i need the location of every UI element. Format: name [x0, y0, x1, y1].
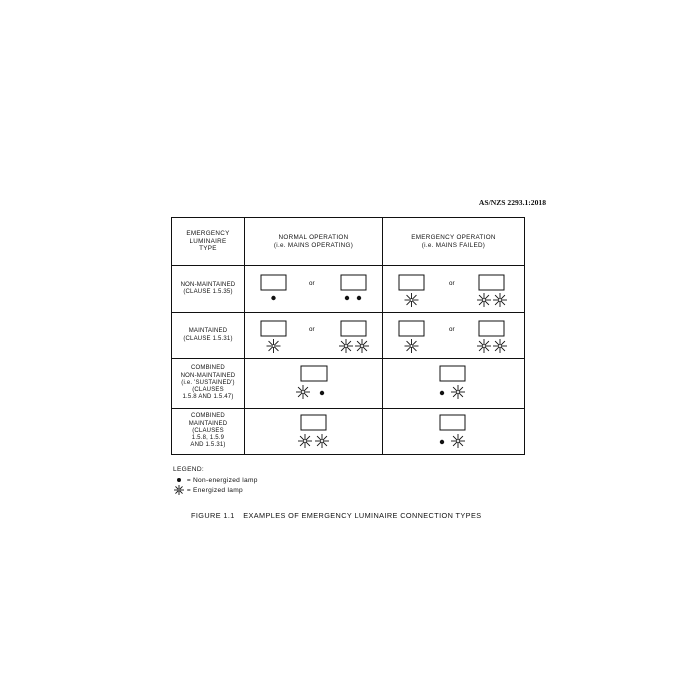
legend-equals: = — [186, 486, 192, 494]
cell-non-maintained-normal — [245, 266, 383, 313]
star-ray — [341, 347, 345, 351]
star-ray — [175, 486, 178, 489]
star-ray — [479, 295, 483, 299]
star-core — [304, 440, 307, 443]
star-ray — [501, 341, 505, 345]
luminaire-types-table — [171, 217, 525, 455]
legend-symbol-energized — [173, 485, 185, 495]
star-ray — [300, 436, 304, 440]
star-core — [499, 345, 502, 348]
star-ray — [323, 442, 327, 446]
star-ray — [306, 442, 310, 446]
legend-non-energized-text: Non-energized lamp — [193, 476, 258, 484]
non-energized-lamp-icon — [345, 296, 349, 300]
star-ray — [479, 347, 483, 351]
star-core — [410, 345, 413, 348]
star-ray — [347, 341, 351, 345]
row-label-combined-maintained: COMBINED MAINTAINED (CLAUSES 1.5.8, 1.5.9 AND 1.5.31) — [172, 409, 245, 454]
legend-row-non-energized — [173, 475, 258, 485]
star-ray — [180, 486, 183, 489]
legend-energized-text: Energized lamp — [193, 486, 244, 494]
or-text: or — [449, 280, 455, 287]
row-label-non-maintained: NON-MAINTAINED (CLAUSE 1.5.35) — [172, 266, 245, 313]
star-ray — [485, 301, 489, 305]
star-ray — [180, 491, 183, 494]
symbols-maintained-normal — [245, 313, 383, 359]
star-core — [499, 299, 502, 302]
star-ray — [363, 341, 367, 345]
star-ray — [341, 341, 345, 345]
row-label-maintained: MAINTAINED (CLAUSE 1.5.31) — [172, 313, 245, 359]
star-core — [302, 391, 305, 394]
star-ray — [495, 301, 499, 305]
energized-lamp-icon — [451, 434, 465, 448]
star-ray — [453, 436, 457, 440]
cell-maintained-emergency — [383, 313, 524, 359]
energized-lamp-icon — [405, 339, 419, 353]
star-ray — [485, 347, 489, 351]
star-ray — [459, 436, 463, 440]
energized-lamp-icon — [405, 293, 419, 307]
energized-lamp-icon — [298, 434, 312, 448]
luminaire-box-icon — [479, 321, 504, 336]
star-ray — [501, 295, 505, 299]
non-energized-lamp-icon — [357, 296, 361, 300]
star-core — [457, 440, 460, 443]
star-ray — [413, 347, 417, 351]
star-ray — [479, 341, 483, 345]
non-energized-lamp-icon — [440, 391, 444, 395]
luminaire-box-icon — [399, 321, 424, 336]
figure-number: FIGURE 1.1 — [191, 511, 235, 520]
luminaire-box-icon — [440, 366, 465, 381]
luminaire-box-icon — [479, 275, 504, 290]
star-core — [483, 345, 486, 348]
star-ray — [357, 347, 361, 351]
star-core — [361, 345, 364, 348]
legend-title: LEGEND: — [173, 466, 205, 473]
energized-lamp-icon — [451, 385, 465, 399]
luminaire-box-icon — [399, 275, 424, 290]
star-ray — [459, 387, 463, 391]
symbols-non-maintained-normal — [245, 266, 383, 313]
cell-non-maintained-emergency — [383, 266, 524, 313]
star-core — [321, 440, 324, 443]
legend-row-energized — [173, 485, 258, 495]
star-ray — [495, 347, 499, 351]
energized-lamp-icon — [355, 339, 369, 353]
energized-lamp-icon — [267, 339, 281, 353]
star-ray — [495, 295, 499, 299]
energized-lamp-icon — [339, 339, 353, 353]
star-ray — [175, 491, 178, 494]
non-energized-lamp-icon — [177, 478, 181, 482]
star-core — [345, 345, 348, 348]
energized-lamp-icon — [493, 293, 507, 307]
star-core — [410, 299, 413, 302]
star-ray — [269, 347, 273, 351]
luminaire-box-icon — [301, 366, 327, 381]
standard-number: AS/NZS 2293.1:2018 — [478, 198, 546, 207]
star-ray — [317, 442, 321, 446]
star-ray — [501, 347, 505, 351]
star-ray — [323, 436, 327, 440]
luminaire-box-icon — [301, 415, 326, 430]
legend — [173, 466, 258, 495]
star-ray — [347, 347, 351, 351]
header-type: EMERGENCY LUMINAIRE TYPE — [172, 218, 245, 266]
star-ray — [453, 393, 457, 397]
symbols-non-maintained-emergency — [383, 266, 524, 313]
star-ray — [407, 341, 411, 345]
energized-lamp-icon — [477, 339, 491, 353]
star-core — [457, 391, 460, 394]
star-ray — [459, 393, 463, 397]
star-ray — [413, 341, 417, 345]
or-text: or — [449, 326, 455, 333]
star-ray — [407, 301, 411, 305]
star-core — [272, 345, 275, 348]
star-ray — [453, 387, 457, 391]
star-ray — [363, 347, 367, 351]
luminaire-box-icon — [261, 321, 286, 336]
star-ray — [304, 387, 308, 391]
star-core — [178, 489, 180, 491]
star-ray — [304, 393, 308, 397]
symbols-maintained-emergency — [383, 313, 524, 359]
legend-equals: = — [186, 476, 192, 484]
star-ray — [485, 295, 489, 299]
star-ray — [298, 387, 302, 391]
star-ray — [459, 442, 463, 446]
star-ray — [413, 295, 417, 299]
star-ray — [269, 341, 273, 345]
energized-lamp-icon — [174, 485, 184, 495]
energized-lamp-icon — [296, 385, 310, 399]
energized-lamp-icon — [477, 293, 491, 307]
or-text: or — [309, 280, 315, 287]
star-ray — [407, 295, 411, 299]
star-ray — [413, 301, 417, 305]
symbols-combined-maintained-emergency — [383, 409, 524, 456]
star-ray — [275, 347, 279, 351]
star-ray — [306, 436, 310, 440]
symbols-combined-non-maintained-emergency — [383, 359, 524, 409]
energized-lamp-icon — [315, 434, 329, 448]
header-emergency-operation: EMERGENCY OPERATION (i.e. MAINS FAILED) — [383, 218, 524, 266]
row-label-combined-non-maintained: COMBINED NON-MAINTAINED (i.e. 'SUSTAINED') (CLAUSES 1.5.8 AND 1.5.47) — [172, 359, 245, 409]
cell-combined-maintained-normal — [245, 409, 383, 454]
luminaire-box-icon — [440, 415, 465, 430]
or-text: or — [309, 326, 315, 333]
star-ray — [317, 436, 321, 440]
cell-combined-non-maintained-normal — [245, 359, 383, 409]
star-ray — [298, 393, 302, 397]
legend-symbol-non-energized — [173, 475, 185, 485]
star-core — [483, 299, 486, 302]
symbols-combined-maintained-normal — [245, 409, 383, 456]
star-ray — [453, 442, 457, 446]
cell-combined-non-maintained-emergency — [383, 359, 524, 409]
star-ray — [357, 341, 361, 345]
cell-combined-maintained-emergency — [383, 409, 524, 454]
figure-caption — [191, 511, 481, 520]
star-ray — [479, 301, 483, 305]
star-ray — [501, 301, 505, 305]
energized-lamp-icon — [493, 339, 507, 353]
non-energized-lamp-icon — [440, 440, 444, 444]
star-ray — [300, 442, 304, 446]
star-ray — [275, 341, 279, 345]
cell-maintained-normal — [245, 313, 383, 359]
figure-title: EXAMPLES OF EMERGENCY LUMINAIRE CONNECTION TYPES — [243, 511, 482, 520]
luminaire-box-icon — [261, 275, 286, 290]
luminaire-box-icon — [341, 275, 366, 290]
star-ray — [495, 341, 499, 345]
non-energized-lamp-icon — [271, 296, 275, 300]
non-energized-lamp-icon — [320, 391, 324, 395]
symbols-combined-non-maintained-normal — [245, 359, 383, 409]
star-ray — [407, 347, 411, 351]
header-normal-operation: NORMAL OPERATION (i.e. MAINS OPERATING) — [245, 218, 383, 266]
star-ray — [485, 341, 489, 345]
luminaire-box-icon — [341, 321, 366, 336]
